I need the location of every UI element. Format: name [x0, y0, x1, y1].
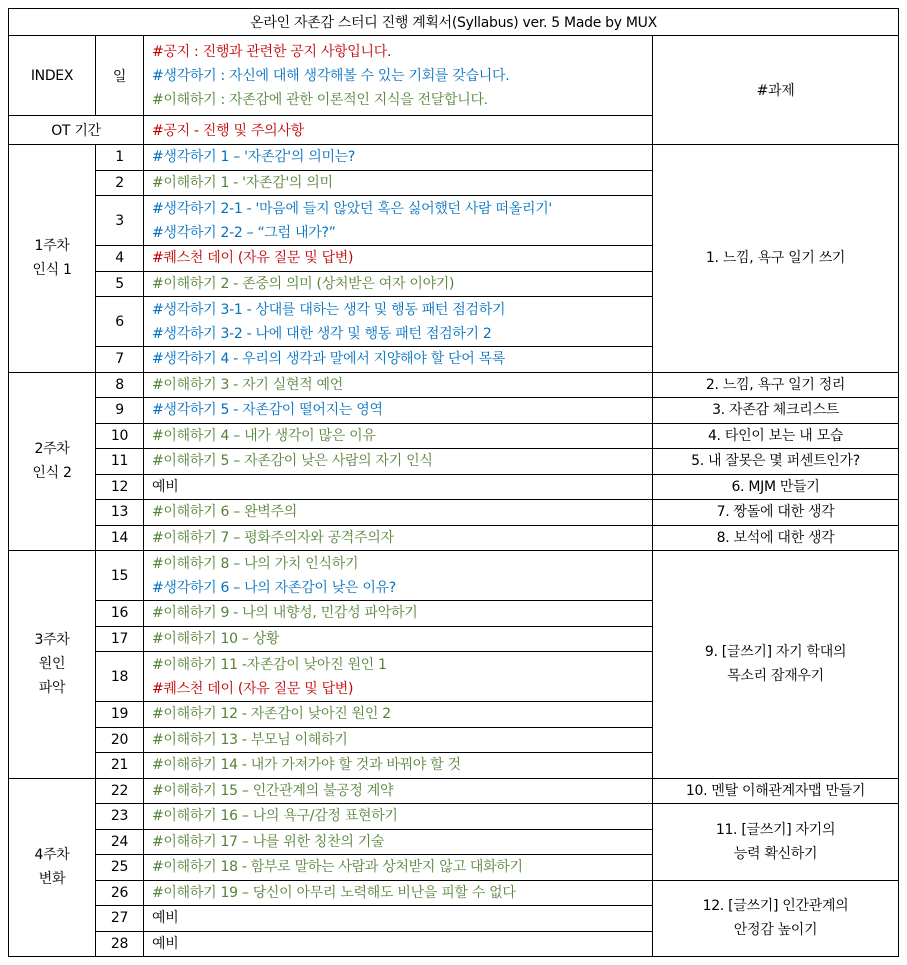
- day-number: 19: [96, 702, 144, 728]
- session-notice: #퀘스천 데이 (자유 질문 및 답변): [152, 680, 354, 697]
- assignment-text: 능력 확신하기: [733, 845, 818, 862]
- session-think: #생각하기 2-1 - '마음에 들지 않았던 혹은 싫어했던 사람 떠올리기': [152, 200, 552, 217]
- session-learn: #이해하기 6 – 완벽주의: [152, 504, 297, 521]
- session-content: [144, 170, 653, 196]
- day-number: 6: [96, 297, 144, 347]
- day-number: 18: [96, 652, 144, 702]
- session-learn: #이해하기 18 - 함부로 말하는 사람과 상처받지 않고 대화하기: [152, 859, 523, 876]
- session-learn: #이해하기 4 – 내가 생각이 많은 이유: [152, 427, 376, 444]
- day-number: 13: [96, 500, 144, 526]
- legend-notice: #공지 : 진행과 관련한 공지 사항입니다.: [152, 43, 392, 60]
- week-label: [9, 551, 96, 779]
- week-label-line: 인식 2: [32, 465, 72, 482]
- session-content: [144, 500, 653, 526]
- day-number: 12: [96, 474, 144, 500]
- session-learn: #이해하기 8 – 나의 가치 인식하기: [152, 555, 359, 572]
- session-think: #생각하기 4 - 우리의 생각과 말에서 지양해야 할 단어 목록: [152, 351, 506, 368]
- session-content: [144, 829, 653, 855]
- day-number: 8: [96, 372, 144, 398]
- week-label: [9, 145, 96, 373]
- session-content: [144, 778, 653, 804]
- session-content: [144, 601, 653, 627]
- session-think: #생각하기 1 – '자존감'의 의미는?: [152, 149, 356, 166]
- week-label-line: 파악: [38, 680, 66, 697]
- day-number: 20: [96, 727, 144, 753]
- table-row: [9, 804, 899, 830]
- session-think: #생각하기 5 - 자존감이 떨어지는 영역: [152, 402, 383, 419]
- day-number: 25: [96, 855, 144, 881]
- session-learn: #이해하기 5 – 자존감이 낮은 사람의 자기 인식: [152, 453, 433, 470]
- session-content: [144, 145, 653, 171]
- session-content: [144, 727, 653, 753]
- assignment-text: 8. 보석에 대한 생각: [716, 529, 835, 546]
- table-row: [9, 145, 899, 171]
- session-content: [144, 855, 653, 881]
- assignment-cell: [653, 525, 899, 551]
- day-number: 27: [96, 906, 144, 932]
- assignment-cell: [653, 778, 899, 804]
- legend-think: #생각하기 : 자신에 대해 생각해볼 수 있는 기회를 갖습니다.: [152, 67, 510, 84]
- table-row: [9, 372, 899, 398]
- session-content: [144, 652, 653, 702]
- ot-content: #공지 - 진행 및 주의사항: [144, 116, 653, 145]
- session-learn: #이해하기 11 -자존감이 낮아진 원인 1: [152, 656, 387, 673]
- day-number: 10: [96, 423, 144, 449]
- assignment-text: 3. 자존감 체크리스트: [712, 402, 839, 419]
- session-content: [144, 297, 653, 347]
- day-number: 14: [96, 525, 144, 551]
- session-learn: #이해하기 17 – 나를 위한 칭찬의 기술: [152, 833, 385, 850]
- table-row: [9, 449, 899, 475]
- session-think: #생각하기 3-1 - 상대를 대하는 생각 및 행동 패턴 점검하기: [152, 301, 506, 318]
- session-learn: #이해하기 1 - '자존감'의 의미: [152, 174, 333, 191]
- table-row: [9, 500, 899, 526]
- legend-cell: [144, 36, 653, 116]
- session-content: [144, 525, 653, 551]
- day-number: 9: [96, 398, 144, 424]
- session-learn: #이해하기 13 - 부모님 이해하기: [152, 731, 348, 748]
- session-learn: #이해하기 14 - 내가 가져가야 할 것과 바꿔야 할 것: [152, 757, 461, 774]
- day-number: 4: [96, 246, 144, 272]
- syllabus-table: [8, 8, 899, 957]
- session-think: #생각하기 3-2 - 나에 대한 생각 및 행동 패턴 점검하기 2: [152, 325, 492, 342]
- session-notice: #퀘스천 데이 (자유 질문 및 답변): [152, 250, 354, 267]
- session-content: [144, 372, 653, 398]
- session-plain: 예비: [152, 478, 179, 495]
- table-row: [9, 778, 899, 804]
- assignment-cell: [653, 423, 899, 449]
- table-row: [9, 551, 899, 601]
- day-number: 26: [96, 880, 144, 906]
- session-content: [144, 753, 653, 779]
- session-content: [144, 449, 653, 475]
- week-label-line: 4주차: [34, 847, 70, 864]
- ot-label: OT 기간: [9, 116, 144, 145]
- session-content: [144, 880, 653, 906]
- day-header: 일: [96, 36, 144, 116]
- assignment-text: 4. 타인이 보는 내 모습: [707, 427, 844, 444]
- session-learn: #이해하기 16 – 나의 욕구/감정 표현하기: [152, 808, 398, 825]
- legend-learn: #이해하기 : 자존감에 관한 이론적인 지식을 전달합니다.: [152, 91, 488, 108]
- session-plain: 예비: [152, 910, 179, 927]
- session-content: [144, 626, 653, 652]
- assignment-cell: [653, 551, 899, 779]
- assignment-text: 목소리 잠재우기: [727, 668, 824, 685]
- week-label-line: 원인: [38, 656, 66, 673]
- assignment-text: 12. [글쓰기] 인간관계의: [702, 898, 849, 915]
- assignment-cell: [653, 474, 899, 500]
- session-learn: #이해하기 3 - 자기 실현적 예언: [152, 376, 344, 393]
- session-learn: #이해하기 15 – 인간관계의 불공정 계약: [152, 782, 394, 799]
- assignment-text: 1. 느낌, 욕구 일기 쓰기: [705, 250, 846, 267]
- session-content: [144, 931, 653, 957]
- assignment-cell: [653, 145, 899, 373]
- day-number: 24: [96, 829, 144, 855]
- week-label-line: 1주차: [34, 238, 70, 255]
- day-number: 23: [96, 804, 144, 830]
- session-content: [144, 347, 653, 373]
- session-learn: #이해하기 10 – 상황: [152, 630, 280, 647]
- index-header: INDEX: [9, 36, 96, 116]
- assignment-cell: [653, 500, 899, 526]
- table-row: [9, 525, 899, 551]
- session-learn: #이해하기 12 - 자존감이 낮아진 원인 2: [152, 706, 391, 723]
- week-label: [9, 778, 96, 957]
- assignment-text: 6. MJM 만들기: [731, 478, 820, 495]
- document-title: 온라인 자존감 스터디 진행 계획서(Syllabus) ver. 5 Made by MUX: [9, 9, 899, 36]
- day-number: 1: [96, 145, 144, 171]
- assignment-text: 안정감 높이기: [733, 922, 818, 939]
- session-content: [144, 551, 653, 601]
- assignment-cell: [653, 804, 899, 881]
- session-learn: #이해하기 9 - 나의 내향성, 민감성 파악하기: [152, 605, 418, 622]
- week-label-line: 인식 1: [32, 262, 72, 279]
- week-label-line: 2주차: [34, 441, 70, 458]
- session-content: [144, 906, 653, 932]
- assignment-cell: [653, 880, 899, 957]
- session-think: #생각하기 6 – 나의 자존감이 낮은 이유?: [152, 579, 396, 596]
- assignment-header: #과제: [653, 36, 899, 145]
- assignment-text: 11. [글쓰기] 자기의: [715, 821, 836, 838]
- assignment-text: 5. 내 잘못은 몇 퍼센트인가?: [691, 453, 860, 470]
- session-content: [144, 271, 653, 297]
- session-content: [144, 702, 653, 728]
- table-row: [9, 880, 899, 906]
- week-label: [9, 372, 96, 551]
- day-number: 11: [96, 449, 144, 475]
- table-row: [9, 398, 899, 424]
- table-row: [9, 474, 899, 500]
- assignment-text: 9. [글쓰기] 자기 학대의: [704, 644, 847, 661]
- day-number: 7: [96, 347, 144, 373]
- session-content: [144, 398, 653, 424]
- day-number: 5: [96, 271, 144, 297]
- session-content: [144, 804, 653, 830]
- day-number: 15: [96, 551, 144, 601]
- day-number: 17: [96, 626, 144, 652]
- assignment-text: 2. 느낌, 욕구 일기 정리: [705, 376, 846, 393]
- assignment-cell: [653, 372, 899, 398]
- day-number: 21: [96, 753, 144, 779]
- session-content: [144, 246, 653, 272]
- week-label-line: 3주차: [34, 632, 70, 649]
- session-content: [144, 423, 653, 449]
- day-number: 2: [96, 170, 144, 196]
- assignment-cell: [653, 449, 899, 475]
- assignment-text: 10. 멘탈 이해관계자맵 만들기: [685, 782, 866, 799]
- session-learn: #이해하기 7 – 평화주의자와 공격주의자: [152, 529, 394, 546]
- day-number: 16: [96, 601, 144, 627]
- session-learn: #이해하기 2 - 존중의 의미 (상처받은 여자 이야기): [152, 275, 455, 292]
- session-think: #생각하기 2-2 – “그럼 내가?”: [152, 224, 336, 241]
- assignment-cell: [653, 398, 899, 424]
- day-number: 28: [96, 931, 144, 957]
- week-label-line: 변화: [38, 871, 66, 888]
- session-content: [144, 196, 653, 246]
- session-plain: 예비: [152, 935, 179, 952]
- day-number: 3: [96, 196, 144, 246]
- session-learn: #이해하기 19 – 당신이 아무리 노력해도 비난을 피할 수 없다: [152, 884, 516, 901]
- session-content: [144, 474, 653, 500]
- assignment-text: 7. 짱돌에 대한 생각: [716, 504, 835, 521]
- table-row: [9, 423, 899, 449]
- day-number: 22: [96, 778, 144, 804]
